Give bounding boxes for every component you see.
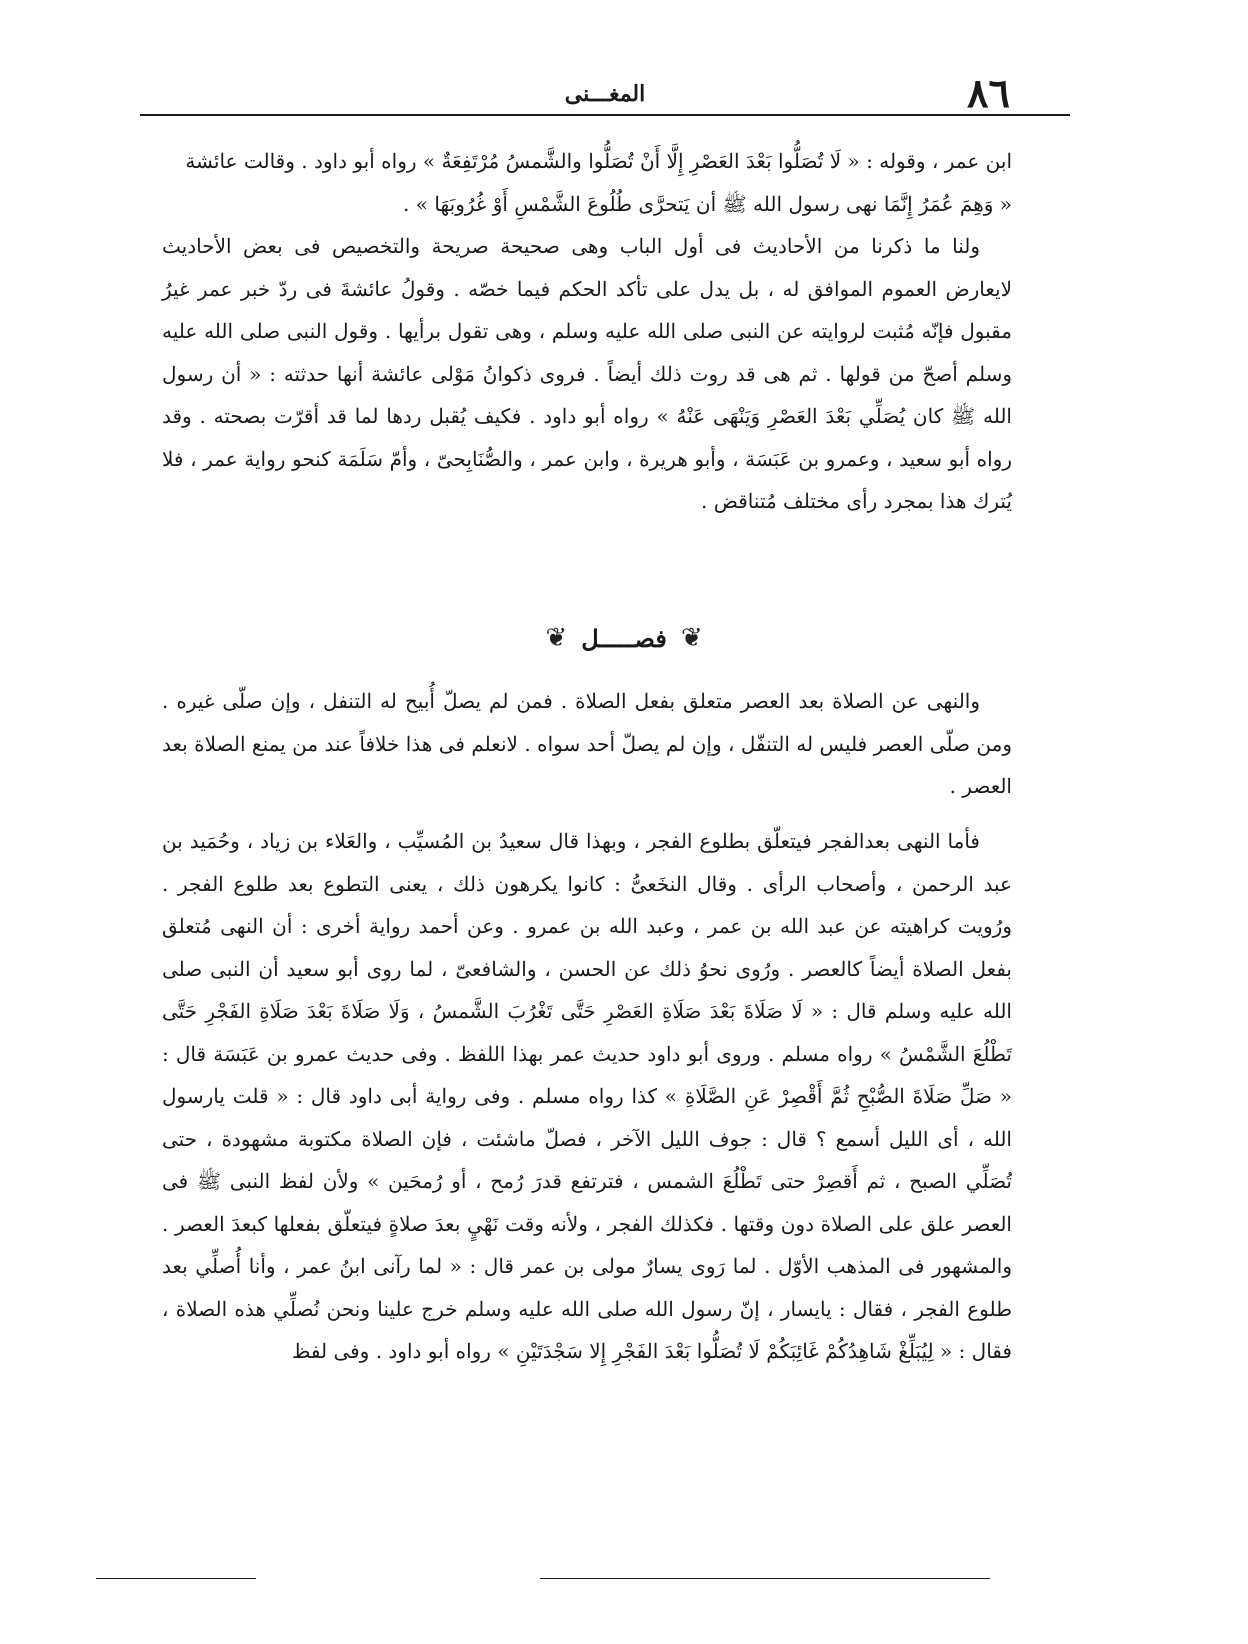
section-heading-label: فصـــــل (581, 623, 667, 653)
section-heading (0, 618, 1248, 658)
page-header (140, 70, 1070, 118)
text-line: « وَهِمَ عُمَرُ إِنَّمَا نهى رسول الله ﷺ أن يَتحرَّى طُلُوعَ الشَّمْسِ أَوْ غُرُوبَهَا » . (403, 191, 1012, 216)
footer-rule-left (96, 1578, 256, 1579)
paragraph-ruling-asr: والنهى عن الصلاة بعد العصر متعلق بفعل الصلاة . فمن لم يصلّ أُبيح له التنفل ، وإن صلّى غيره . ومن صلّى العصر فليس له التنفّل ، وإن لم يصلّ أحد سواه . لانعلم فى هذا خلافاً عند من يمنع الصلاة بعد العصر . (162, 689, 1012, 798)
header-rule (140, 114, 1070, 116)
paragraph-refutation: ولنا ما ذكرنا من الأحاديث فى أول الباب وهى صحيحة صريحة والتخصيص فى بعض الأحاديث لايعارض العموم الموافق له ، بل يدل على تأكد الحكم فيما خصّه . وقولُ عائشةَ فى ردّ خبر عمر غيرُ مقبول فإنّه مُثبت لروايته عن النبى صلى الله عليه وسلم ، وهى تقول برأيها . وقول النبى صلى الله عليه وسلم أصحّ من قولها . ثم هى قد روت ذلك أيضاً . فروى ذكوانُ مَوْلى عائشة أنها حدثته : « أن رسول الله ﷺ كان يُصَلِّي بَعْدَ العَصْرِ وَيَنْهَى عَنْهُ » رواه أبو داود . فكيف يُقبل ردها لما قد أقرّت بصحته . وقد رواه أبو سعيد ، وعمرو بن عَبَسَة ، وأبو هريرة ، وابن عمر ، والصُّنَابِحىّ ، وأمّ سَلَمَة كنحو رواية عمر ، فلا يُترك هذا بمجرد رأى مختلف مُتناقض . (162, 234, 1013, 513)
ornament-right-icon: ❦ (680, 623, 703, 653)
running-title: المغـــنى (564, 81, 646, 107)
text-line: ابن عمر ، وقوله : « لَا تُصَلُّوا بَعْدَ العَصْرِ إِلَّا أَنْ تُصَلُّوا والشَّمسُ مُرْتَفِعَةٌ » رواه أبو داود . وقالت عائشة (185, 149, 1012, 173)
text-block-fajr (162, 820, 1012, 1373)
footer-rule-right (540, 1578, 990, 1579)
paragraph-ruling-fajr: فأما النهى بعدالفجر فيتعلّق بطلوع الفجر ، وبهذا قال سعيدُ بن المُسيِّب ، والعَلاء بن زياد ، وحُمَيد بن عبد الرحمن ، وأصحاب الرأى . وقال النخَعىُّ : كانوا يكرهون ذلك ، يعنى التطوع بعد طلوع الفجر . ورُويت كراهيته عن عبد الله بن عمر ، وعبد الله بن عمرو . وعن أحمد رواية أخرى : أن النهى مُتعلق بفعل الصلاة أيضاً كالعصر . ورُوى نحوُ ذلك عن الحسن ، والشافعىّ ، لما روى أبو سعيد أن النبى صلى الله عليه وسلم قال : « لَا صَلَاةَ بَعْدَ صَلَاةِ العَصْرِ حَتَّى تَغْرُبَ الشَّمسُ ، وَلَا صَلَاةَ بَعْدَ صَلَاةِ الفَجْرِ حَتَّى تَطْلُعَ الشَّمْسُ » رواه مسلم . وروى أبو داود حديث عمر بهذا اللفظ . وفى حديث عمرو بن عَبَسَة قال : « صَلِّ صَلَاةَ الصُّبْحِ ثُمَّ أَقْصِرْ عَنِ الصَّلَاةِ » كذا رواه مسلم . وفى رواية أبى داود قال : « قلت يارسول الله ، أى الليل أسمع ؟ قال : جوف الليل الآخر ، فصلّ ماشئت ، فإن الصلاة مكتوبة مشهودة ، حتى تُصَلِّي الصبح ، ثم أَقصِرْ حتى تَطْلُعَ الشمس ، فترتفع قدرَ رُمح ، أو رُمحَين » ولأن لفظ النبى ﷺ فى العصر علق على الصلاة دون وقتها . فكذلك الفجر ، ولأنه وقت نَهْيٍ بعدَ صلاةٍ فيتعلّق بفعلها كبعدَ العصر . والمشهور فى المذهب الأوّل . لما رَوى يسارٌ مولى بن عمر قال : « لما رآنى ابنُ عمر ، وأنا أُصلِّي بعد طلوع الفجر ، فقال : يايسار ، إنّ رسول الله صلى الله عليه وسلم خرج علينا ونحن نُصلِّي هذه الصلاة ، فقال : « لِيُبَلِّغْ شَاهِدُكُمْ غَائِبَكُمْ لَا تُصَلُّوا بَعْدَ الفَجْرِ إِلا سَجْدَتَيْنِ » رواه أبو داود . وفى لفظ (162, 829, 1012, 1363)
ornament-left-icon: ❦ (545, 623, 568, 653)
text-block-section (162, 680, 1012, 808)
text-block-opening (162, 140, 1012, 523)
page-number: ٨٦ (967, 70, 1010, 117)
